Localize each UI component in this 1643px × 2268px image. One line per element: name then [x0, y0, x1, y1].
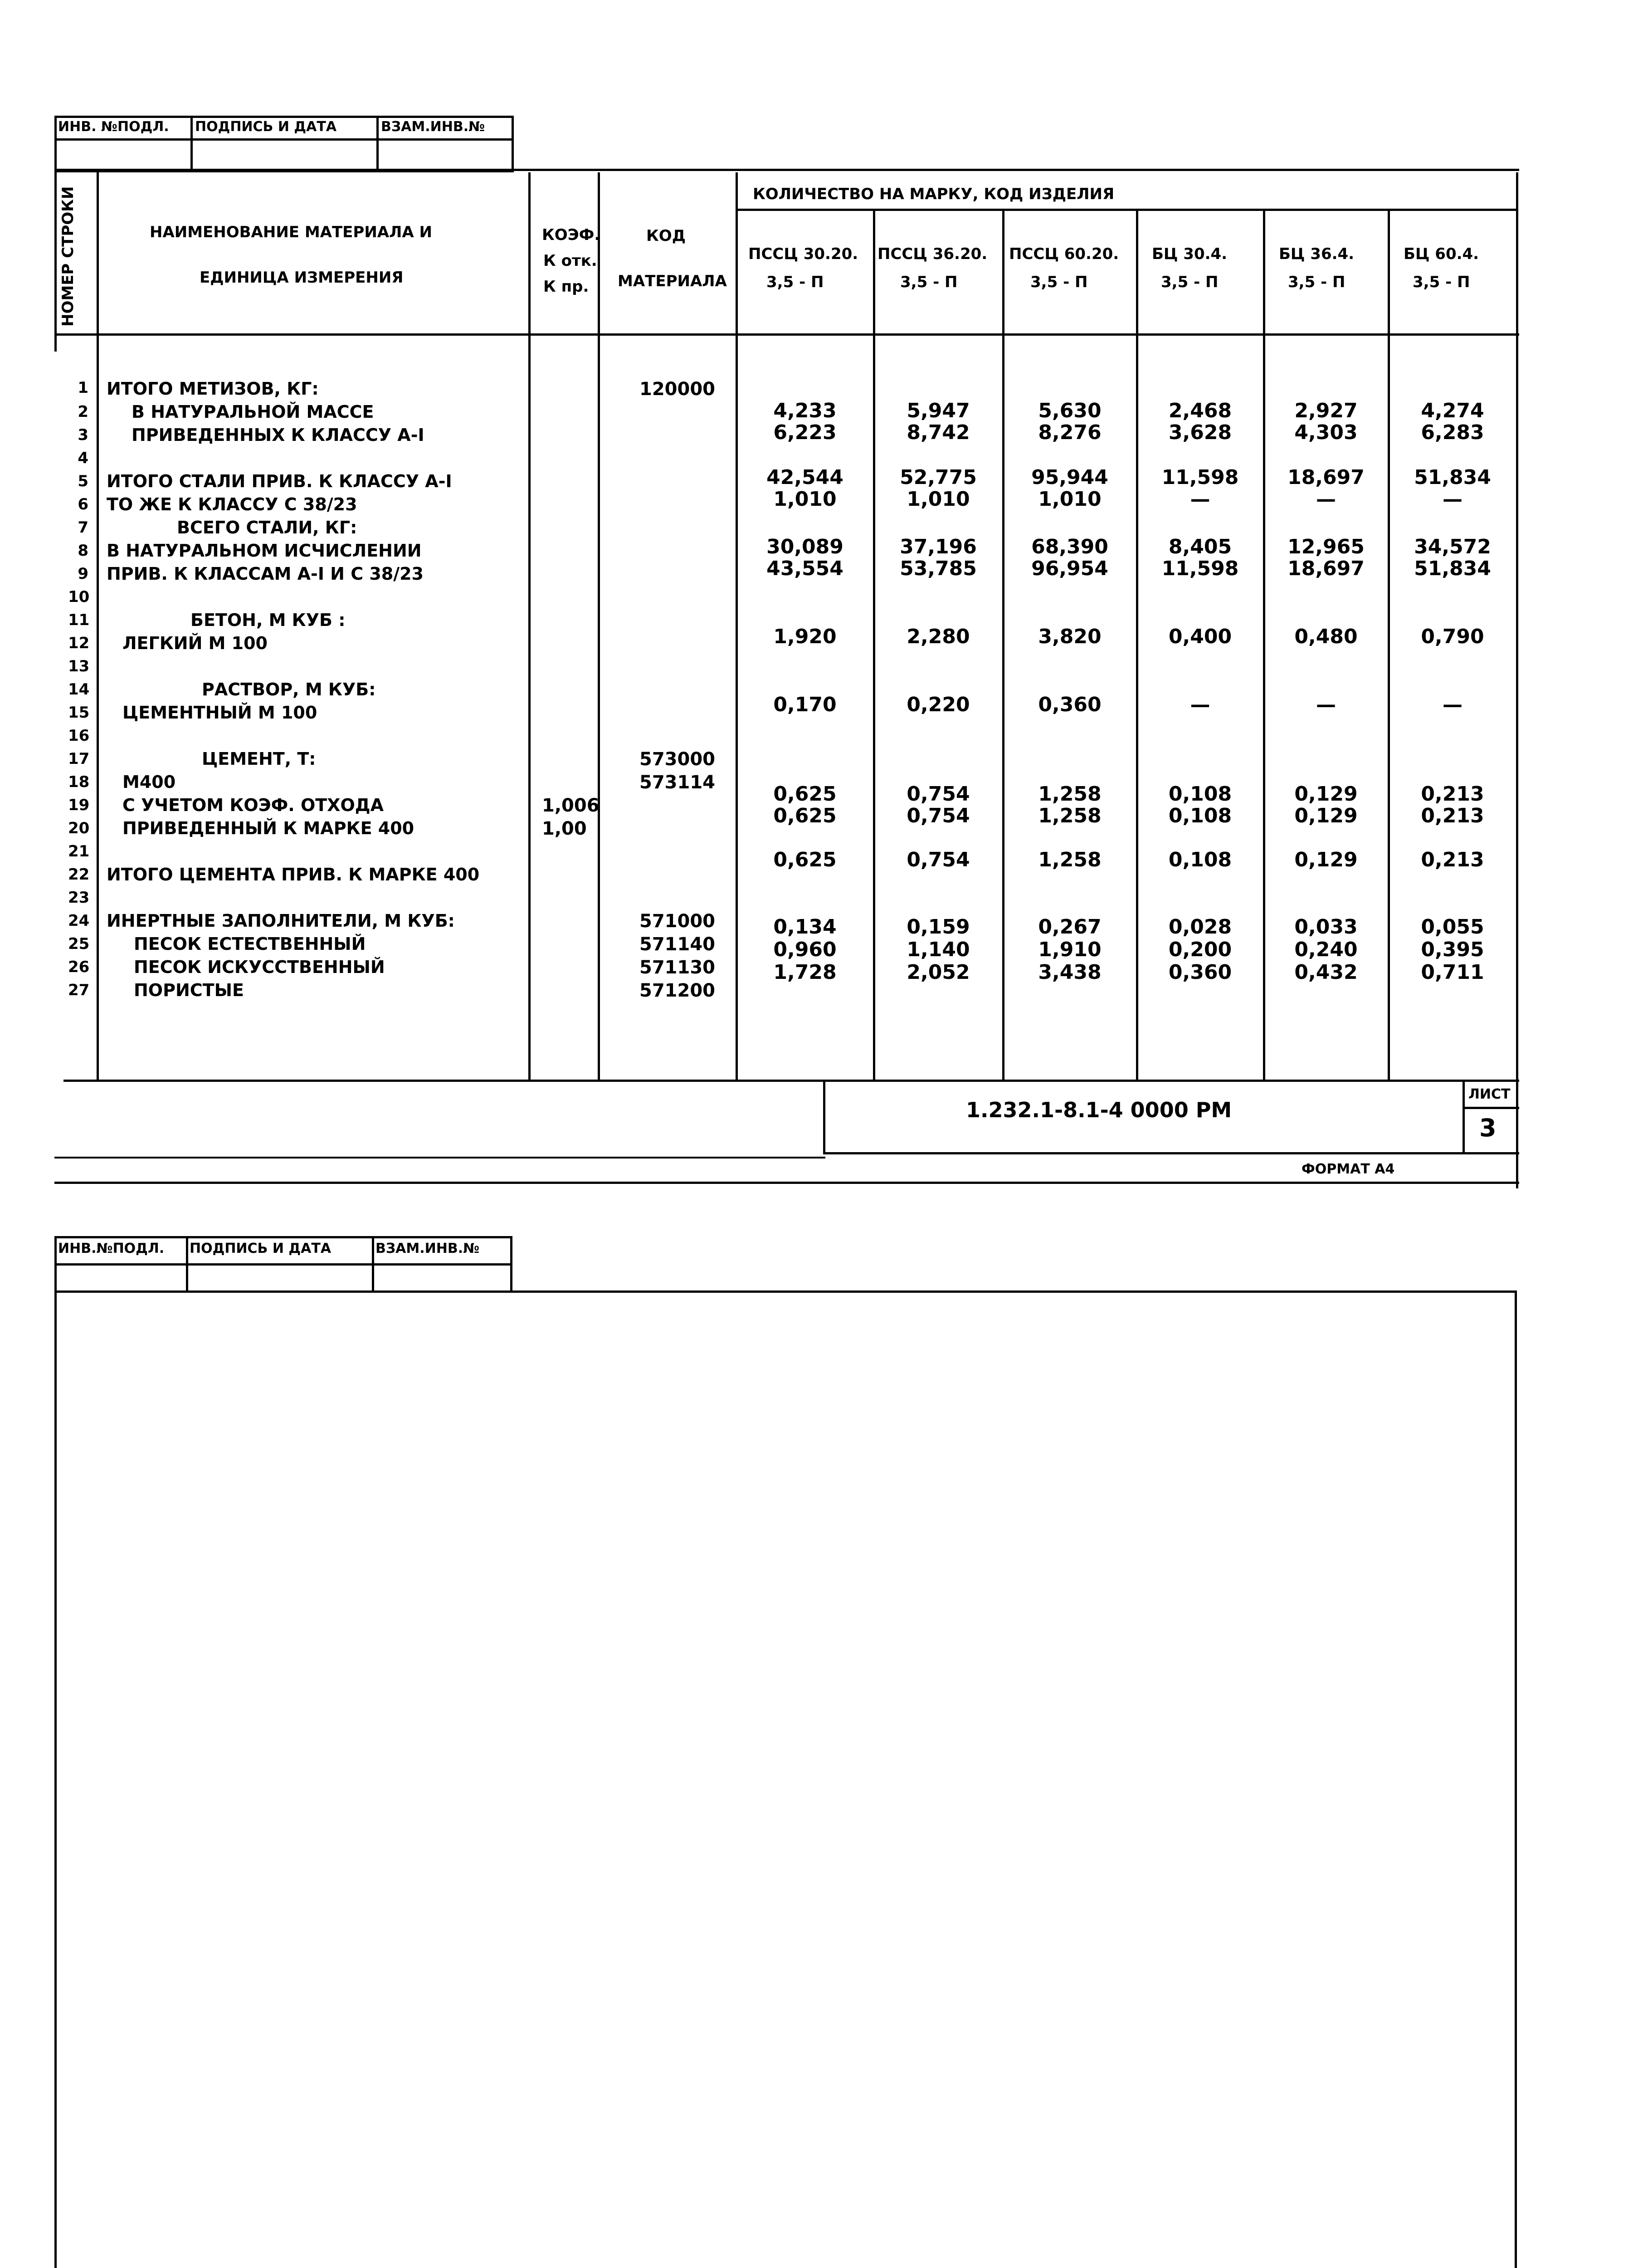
value-r3-c4: 3,628: [1168, 421, 1232, 444]
product-3-line2: 3,5 - П: [1030, 273, 1088, 291]
value-r2-c6: 4,274: [1421, 399, 1484, 422]
code-row-24: 571000: [639, 911, 715, 932]
value-r20-c5: 0,129: [1294, 804, 1358, 827]
value-r9-c2: 53,785: [900, 557, 977, 580]
material-name: ВСЕГО СТАЛИ, КГ:: [177, 518, 357, 538]
row-number: 4: [78, 449, 88, 467]
value-r15-c2: 0,220: [907, 693, 970, 716]
value-r3-c3: 8,276: [1038, 421, 1102, 444]
value-r6-c5: —: [1316, 488, 1336, 511]
stamp-cell-sign: ПОДПИСЬ И ДАТА: [190, 1241, 332, 1256]
material-name: М400: [122, 772, 176, 792]
header-code-2: МАТЕРИАЛА: [618, 272, 727, 290]
document-code: 1.232.1-8.1-4 0000 РМ: [966, 1098, 1232, 1122]
value-r2-c2: 5,947: [907, 399, 970, 422]
value-r25-c1: 0,134: [773, 915, 837, 938]
value-r12-c3: 3,820: [1038, 625, 1102, 648]
value-r2-c3: 5,630: [1038, 399, 1102, 422]
value-r8-c3: 68,390: [1031, 535, 1108, 558]
value-r19-c5: 0,129: [1294, 782, 1358, 806]
row-number: 14: [68, 680, 90, 699]
code-row-26: 571130: [639, 957, 715, 978]
product-3-line1: ПССЦ 60.20.: [1009, 245, 1119, 263]
value-r12-c4: 0,400: [1168, 625, 1232, 648]
header-coef-3: К пр.: [543, 278, 589, 296]
stamp-cell-inv: ИНВ.№ПОДЛ.: [58, 1241, 165, 1256]
coef-row-20: 1,00: [542, 818, 587, 839]
value-r5-c4: 11,598: [1161, 466, 1239, 489]
value-r6-c3: 1,010: [1038, 488, 1102, 511]
value-r12-c6: 0,790: [1421, 625, 1484, 648]
row-number: 23: [68, 889, 90, 907]
row-number: 5: [78, 472, 88, 490]
value-r22-c5: 0,129: [1294, 848, 1358, 871]
header-name-2: ЕДИНИЦА ИЗМЕРЕНИЯ: [200, 269, 404, 287]
value-r9-c5: 18,697: [1287, 557, 1365, 580]
product-6-line1: БЦ 60.4.: [1404, 245, 1479, 263]
material-name: ЦЕМЕНТ, Т:: [202, 749, 316, 769]
material-name: ЛЕГКИЙ М 100: [122, 633, 268, 653]
value-r5-c2: 52,775: [900, 466, 977, 489]
value-r26-c1: 0,960: [773, 938, 837, 961]
value-r27-c3: 3,438: [1038, 961, 1102, 984]
row-number: 26: [68, 958, 90, 976]
row-number: 10: [68, 588, 90, 606]
row-number: 3: [78, 426, 88, 444]
material-name: ИТОГО ЦЕМЕНТА ПРИВ. К МАРКЕ 400: [107, 865, 480, 885]
product-1-line2: 3,5 - П: [766, 273, 824, 291]
value-r22-c2: 0,754: [907, 848, 970, 871]
row-number: 17: [68, 750, 90, 768]
value-r27-c1: 1,728: [773, 961, 837, 984]
value-r25-c3: 0,267: [1038, 915, 1102, 938]
value-r26-c2: 1,140: [907, 938, 970, 961]
row-number: 16: [68, 727, 90, 745]
value-r27-c2: 2,052: [907, 961, 970, 984]
row-number: 20: [68, 819, 90, 837]
value-r26-c6: 0,395: [1421, 938, 1484, 961]
value-r8-c6: 34,572: [1414, 535, 1491, 558]
material-name: РАСТВОР, М КУБ:: [202, 679, 376, 699]
coef-row-19: 1,006: [542, 795, 600, 816]
value-r20-c1: 0,625: [773, 804, 837, 827]
material-name: ЦЕМЕНТНЫЙ М 100: [122, 703, 317, 723]
value-r6-c6: —: [1443, 488, 1463, 511]
product-6-line2: 3,5 - П: [1413, 273, 1470, 291]
value-r20-c2: 0,754: [907, 804, 970, 827]
sheet-number: 3: [1479, 1114, 1497, 1142]
value-r12-c1: 1,920: [773, 625, 837, 648]
value-r27-c6: 0,711: [1421, 961, 1484, 984]
row-number: 1: [78, 379, 88, 397]
value-r6-c1: 1,010: [773, 488, 837, 511]
row-number: 11: [68, 611, 90, 629]
code-row-17: 573000: [639, 749, 715, 770]
sheet-label: ЛИСТ: [1468, 1086, 1511, 1102]
row-number: 8: [78, 542, 88, 560]
value-r6-c4: —: [1190, 488, 1210, 511]
value-r27-c4: 0,360: [1168, 961, 1232, 984]
product-5-line2: 3,5 - П: [1288, 273, 1346, 291]
row-number: 22: [68, 865, 90, 884]
value-r15-c3: 0,360: [1038, 693, 1102, 716]
code-row-18: 573114: [639, 772, 715, 793]
value-r25-c2: 0,159: [907, 915, 970, 938]
value-r19-c4: 0,108: [1168, 782, 1232, 806]
value-r19-c1: 0,625: [773, 782, 837, 806]
row-number: 25: [68, 935, 90, 953]
value-r19-c6: 0,213: [1421, 782, 1484, 806]
format-label: ФОРМАТ А4: [1302, 1161, 1395, 1177]
row-number: 21: [68, 842, 90, 860]
value-r8-c2: 37,196: [900, 535, 977, 558]
material-name: ИТОГО МЕТИЗОВ, КГ:: [107, 379, 319, 399]
row-number: 15: [68, 704, 90, 722]
code-row-27: 571200: [639, 980, 715, 1001]
value-r5-c6: 51,834: [1414, 466, 1491, 489]
value-r2-c5: 2,927: [1294, 399, 1358, 422]
row-number: 13: [68, 657, 90, 675]
material-name: ИНЕРТНЫЕ ЗАПОЛНИТЕЛИ, М КУБ:: [107, 911, 455, 931]
row-number: 18: [68, 773, 90, 791]
code-row-1: 120000: [639, 379, 715, 400]
material-name: БЕТОН, М КУБ :: [190, 610, 346, 630]
product-4-line2: 3,5 - П: [1161, 273, 1219, 291]
row-number: 19: [68, 796, 90, 814]
row-number: 24: [68, 912, 90, 930]
row-number: 27: [68, 981, 90, 999]
row-number: 9: [78, 565, 88, 583]
material-name: ПЕСОК ЕСТЕСТВЕННЫЙ: [134, 934, 366, 954]
stamp-cell-sign: ПОДПИСЬ И ДАТА: [195, 119, 337, 135]
value-r15-c1: 0,170: [773, 693, 837, 716]
value-r15-c6: —: [1443, 693, 1463, 716]
material-name: В НАТУРАЛЬНОЙ МАССЕ: [132, 402, 374, 422]
value-r8-c1: 30,089: [766, 535, 843, 558]
value-r20-c6: 0,213: [1421, 804, 1484, 827]
product-1-line1: ПССЦ 30.20.: [748, 245, 858, 263]
product-5-line1: БЦ 36.4.: [1279, 245, 1355, 263]
header-name-1: НАИМЕНОВАНИЕ МАТЕРИАЛА И: [150, 223, 432, 241]
value-r12-c2: 2,280: [907, 625, 970, 648]
value-r22-c1: 0,625: [773, 848, 837, 871]
row-number: 6: [78, 495, 88, 513]
material-name: ПОРИСТЫЕ: [134, 980, 244, 1000]
value-r2-c4: 2,468: [1168, 399, 1232, 422]
value-r6-c2: 1,010: [907, 488, 970, 511]
value-r19-c3: 1,258: [1038, 782, 1102, 806]
value-r22-c3: 1,258: [1038, 848, 1102, 871]
value-r15-c4: —: [1190, 693, 1210, 716]
header-coef-2: К отк.: [543, 252, 597, 270]
value-r26-c5: 0,240: [1294, 938, 1358, 961]
material-name: ИТОГО СТАЛИ ПРИВ. К КЛАССУ А-I: [107, 471, 452, 491]
value-r26-c3: 1,910: [1038, 938, 1102, 961]
material-name: С УЧЕТОМ КОЭФ. ОТХОДА: [122, 795, 384, 815]
material-name: ПРИВЕДЕННЫЙ К МАРКЕ 400: [122, 818, 414, 838]
header-code-1: КОД: [646, 227, 686, 245]
row-number: 12: [68, 634, 90, 652]
value-r2-c1: 4,233: [773, 399, 837, 422]
stamp-cell-replace: ВЗАМ.ИНВ.№: [381, 119, 485, 135]
value-r22-c6: 0,213: [1421, 848, 1484, 871]
header-group: КОЛИЧЕСТВО НА МАРКУ, КОД ИЗДЕЛИЯ: [753, 185, 1115, 203]
value-r3-c6: 6,283: [1421, 421, 1484, 444]
value-r9-c4: 11,598: [1161, 557, 1239, 580]
value-r20-c3: 1,258: [1038, 804, 1102, 827]
value-r5-c3: 95,944: [1031, 466, 1108, 489]
product-4-line1: БЦ 30.4.: [1152, 245, 1228, 263]
material-name: ТО ЖЕ К КЛАССУ С 38/23: [107, 494, 357, 514]
header-row-number: НОМЕР СТРОКИ: [59, 186, 77, 327]
value-r8-c5: 12,965: [1287, 535, 1365, 558]
value-r8-c4: 8,405: [1168, 535, 1232, 558]
product-2-line2: 3,5 - П: [900, 273, 958, 291]
value-r3-c5: 4,303: [1294, 421, 1358, 444]
value-r5-c5: 18,697: [1287, 466, 1365, 489]
value-r9-c6: 51,834: [1414, 557, 1491, 580]
value-r25-c4: 0,028: [1168, 915, 1232, 938]
value-r20-c4: 0,108: [1168, 804, 1232, 827]
stamp-cell-replace: ВЗАМ.ИНВ.№: [375, 1241, 480, 1256]
value-r25-c6: 0,055: [1421, 915, 1484, 938]
row-number: 2: [78, 403, 88, 421]
row-number: 7: [78, 518, 88, 537]
value-r15-c5: —: [1316, 693, 1336, 716]
code-row-25: 571140: [639, 934, 715, 955]
material-name: ПРИВЕДЕННЫХ К КЛАССУ А-I: [132, 425, 424, 445]
stamp-cell-inv: ИНВ. №ПОДЛ.: [58, 119, 169, 135]
value-r27-c5: 0,432: [1294, 961, 1358, 984]
header-coef-1: КОЭФ.: [542, 226, 600, 244]
value-r9-c1: 43,554: [766, 557, 843, 580]
material-name: ПЕСОК ИСКУССТВЕННЫЙ: [134, 957, 385, 977]
value-r26-c4: 0,200: [1168, 938, 1232, 961]
material-name: В НАТУРАЛЬНОМ ИСЧИСЛЕНИИ: [107, 541, 422, 561]
value-r3-c2: 8,742: [907, 421, 970, 444]
material-name: ПРИВ. К КЛАССАМ А-I И С 38/23: [107, 564, 424, 584]
value-r25-c5: 0,033: [1294, 915, 1358, 938]
value-r12-c5: 0,480: [1294, 625, 1358, 648]
value-r19-c2: 0,754: [907, 782, 970, 806]
value-r3-c1: 6,223: [773, 421, 837, 444]
product-2-line1: ПССЦ 36.20.: [878, 245, 988, 263]
value-r22-c4: 0,108: [1168, 848, 1232, 871]
value-r9-c3: 96,954: [1031, 557, 1108, 580]
value-r5-c1: 42,544: [766, 466, 843, 489]
